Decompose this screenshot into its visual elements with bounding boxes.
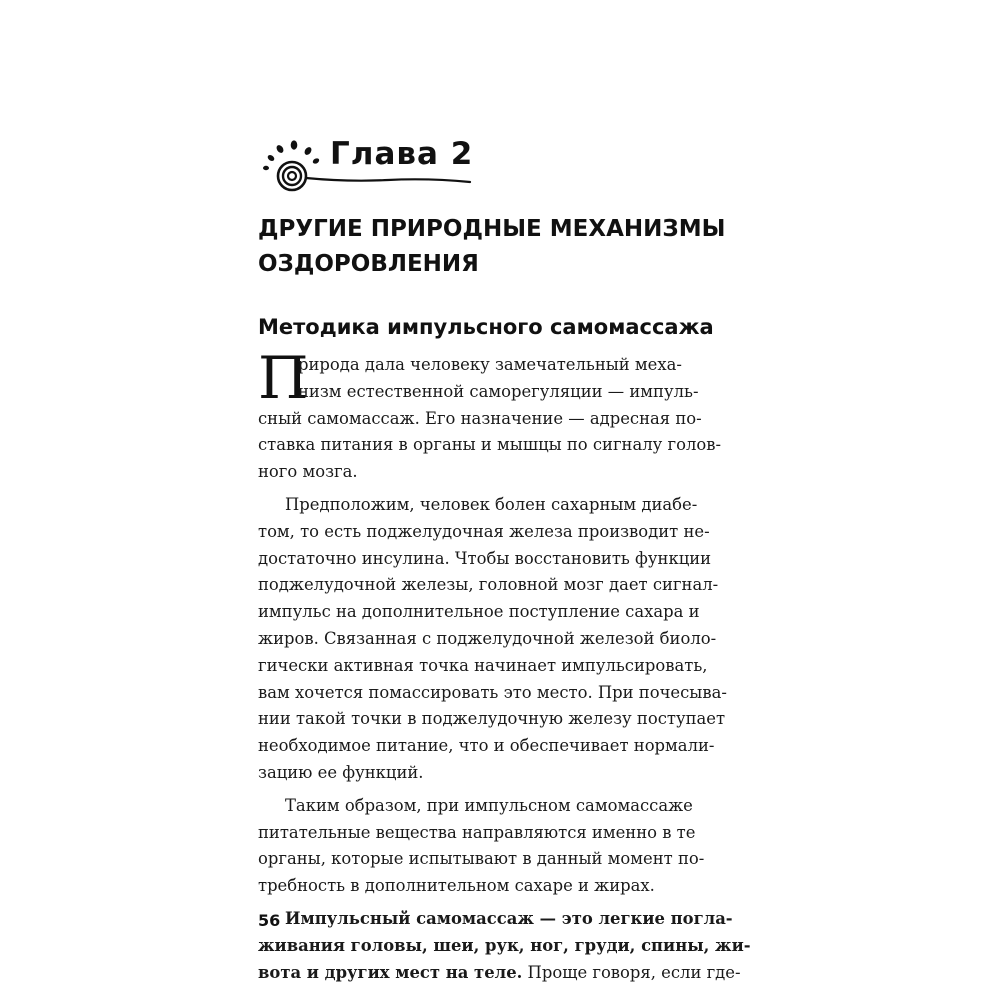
text-line: низм естественной саморегуляции — импуль- (298, 381, 699, 401)
text-line: том, то есть поджелудочная железа производит не- (258, 521, 710, 541)
text-line: Таким образом, при импульсном самомассаже (285, 795, 693, 815)
text-line: гически активная точка начинает импульсировать, (258, 655, 708, 675)
text-line: жиров. Связанная с поджелудочной железой биоло- (258, 628, 717, 648)
paragraph (258, 906, 758, 986)
chapter-title (258, 212, 758, 282)
text-line (258, 933, 758, 960)
chapter-label: Глава 2 (330, 136, 474, 172)
chapter-title-line: ОЗДОРОВЛЕНИЯ (258, 251, 479, 277)
text-line: питательные вещества направляются именно в те (258, 822, 696, 842)
section-title: Методика импульсного самомассажа (258, 315, 714, 339)
paragraph (258, 793, 758, 900)
text-line: поджелудочной железы, головной мозг дает сигнал- (258, 575, 719, 595)
regular-text: Проще говоря, если где- (522, 962, 741, 982)
text-line (258, 960, 758, 987)
paragraph (258, 352, 758, 486)
bold-text: живания головы, шеи, рук, ног, груди, спины, жи- (258, 935, 751, 955)
page-number: 56 (258, 911, 281, 930)
text-line: зацию ее функций. (258, 762, 424, 782)
bold-text: Импульсный самомассаж — это легкие погла- (285, 908, 733, 928)
paragraph (258, 492, 758, 787)
text-line: рирода дала человеку замечательный меха- (298, 355, 682, 374)
text-line: требность в дополнительном сахаре и жирах. (258, 876, 655, 896)
text-line: импульс на дополнительное поступление сахара и (258, 602, 700, 622)
text-line (258, 906, 758, 933)
text-line: вам хочется помассировать это место. При почесыва- (258, 682, 727, 702)
bold-text: вота и других мест на теле. (258, 962, 523, 982)
text-line: ставка питания в органы и мышцы по сигналу голов- (258, 435, 722, 455)
chapter-title-line: ДРУГИЕ ПРИРОДНЫЕ МЕХАНИЗМЫ (258, 216, 726, 242)
text-line: сный самомассаж. Его назначение — адресная по- (258, 408, 702, 428)
text-line: ного мозга. (258, 462, 358, 482)
text-line: органы, которые испытывают в данный момент по- (258, 849, 705, 869)
text-line: Предположим, человек болен сахарным диабе- (285, 494, 698, 514)
text-line: нии такой точки в поджелудочную железу поступает (258, 709, 726, 729)
text-line: необходимое питание, что и обеспечивает нормали- (258, 736, 715, 756)
drop-cap: П (258, 344, 309, 412)
text-line: достаточно инсулина. Чтобы восстановить функции (258, 548, 712, 568)
body-text (258, 352, 758, 986)
